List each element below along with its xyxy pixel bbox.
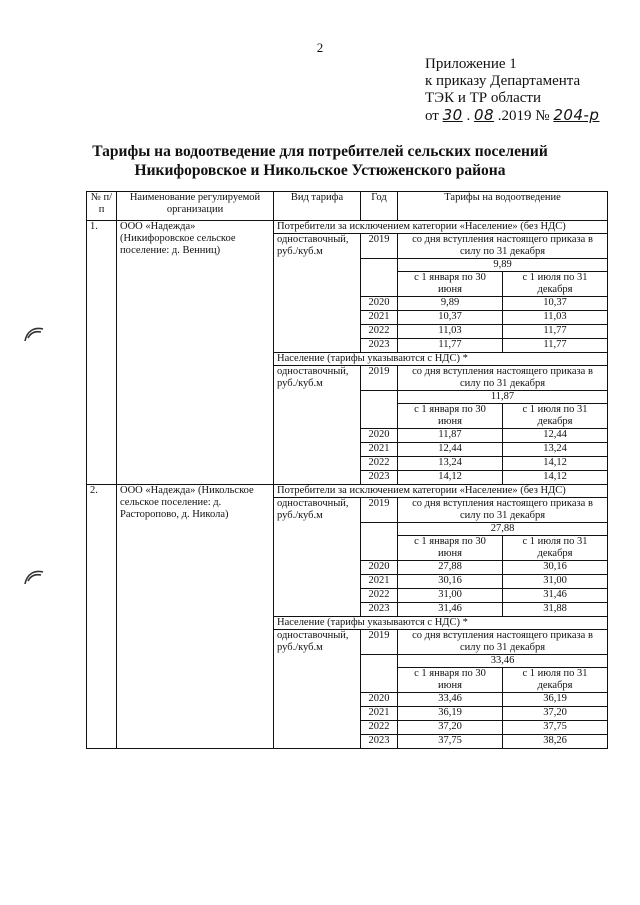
tariff-value-h1: 12,44: [398, 443, 503, 457]
year-cell: 2019: [361, 366, 398, 391]
period-label: со дня вступления настоящего приказа в силу по 31 декабря: [398, 498, 608, 523]
tariff-value-h1: 11,03: [398, 325, 503, 339]
tariff-value-h2: 30,16: [503, 561, 608, 575]
year-cell: 2019: [361, 630, 398, 655]
period-label: со дня вступления настоящего приказа в силу по 31 декабря: [398, 366, 608, 391]
attachment-block: [425, 56, 599, 125]
year-cell: 2021: [361, 443, 398, 457]
date-sep: .: [462, 108, 474, 124]
tariff-kind: одноставочный, руб./куб.м: [274, 234, 361, 353]
year-cell-empty: [361, 655, 398, 693]
tariff-value-h2: 11,77: [503, 325, 608, 339]
tariff-value-h1: 31,46: [398, 603, 503, 617]
category-label: Потребители за исключением категории «Население» (без НДС): [274, 485, 608, 498]
year-cell: 2023: [361, 735, 398, 749]
order-number: 204-р: [553, 106, 600, 124]
organization-name: ООО «Надежда» (Никифоровское сельское поселение: д. Венниц): [117, 221, 274, 485]
row-number: 1.: [87, 221, 117, 485]
category-label: Потребители за исключением категории «Население» (без НДС): [274, 221, 608, 234]
date-month: 08: [473, 106, 495, 124]
tariff-value-h1: 37,75: [398, 735, 503, 749]
period-label-h1: с 1 января по 30 июня: [398, 272, 503, 297]
tariff-kind: одноставочный, руб./куб.м: [274, 366, 361, 485]
title-line-1: Тарифы на водоотведение для потребителей сельских поселений: [92, 143, 548, 160]
tariff-value-h2: 10,37: [503, 297, 608, 311]
header-num: № п/п: [87, 192, 117, 221]
category-row: [87, 221, 608, 234]
year-cell-empty: [361, 523, 398, 561]
tariff-value-h2: 11,77: [503, 339, 608, 353]
year-cell: 2019: [361, 234, 398, 259]
tariff-value-h1: 13,24: [398, 457, 503, 471]
category-label: Население (тарифы указываются с НДС) *: [274, 353, 608, 366]
document-title: [0, 142, 640, 180]
tariff-value-h1: 10,37: [398, 311, 503, 325]
period-label: со дня вступления настоящего приказа в силу по 31 декабря: [398, 234, 608, 259]
tariff-value-h2: 13,24: [503, 443, 608, 457]
tariff-value-h2: 31,88: [503, 603, 608, 617]
year-cell: 2020: [361, 561, 398, 575]
page-number: 2: [316, 40, 324, 55]
tariff-value-h1: 11,87: [398, 429, 503, 443]
hole-punch-mark: [22, 566, 46, 586]
year-cell: 2020: [361, 297, 398, 311]
year-cell: 2022: [361, 457, 398, 471]
hole-punch-mark: [22, 323, 46, 343]
tariff-value-h2: 14,12: [503, 471, 608, 485]
tariff-value-h1: 11,77: [398, 339, 503, 353]
tariff-value-2019: 9,89: [398, 259, 608, 272]
organization-name: ООО «Надежда» (Никольское сельское поселение: д. Расторопово, д. Никола): [117, 485, 274, 749]
period-label-h1: с 1 января по 30 июня: [398, 404, 503, 429]
tariff-value-h2: 37,20: [503, 707, 608, 721]
tariff-value-h1: 33,46: [398, 693, 503, 707]
date-prefix: от: [425, 108, 443, 124]
tariff-kind: одноставочный, руб./куб.м: [274, 498, 361, 617]
period-label-h1: с 1 января по 30 июня: [398, 668, 503, 693]
period-label-h2: с 1 июля по 31 декабря: [503, 404, 608, 429]
attachment-line-3: ТЭК и ТР области: [425, 90, 541, 106]
title-line-2: Никифоровское и Никольское Устюженского района: [134, 162, 506, 179]
tariff-value-h1: 37,20: [398, 721, 503, 735]
tariff-table: [86, 191, 608, 749]
attachment-line-1: Приложение 1: [425, 56, 517, 72]
tariff-value-h2: 31,00: [503, 575, 608, 589]
tariff-value-h1: 14,12: [398, 471, 503, 485]
tariff-value-h2: 38,26: [503, 735, 608, 749]
tariff-value-h2: 37,75: [503, 721, 608, 735]
year-cell: 2022: [361, 325, 398, 339]
tariff-value-h2: 11,03: [503, 311, 608, 325]
year-cell: 2021: [361, 575, 398, 589]
year-cell: 2020: [361, 693, 398, 707]
tariff-value-h2: 31,46: [503, 589, 608, 603]
tariff-value-h1: 36,19: [398, 707, 503, 721]
tariff-value-2019: 11,87: [398, 391, 608, 404]
tariff-kind: одноставочный, руб./куб.м: [274, 630, 361, 749]
period-label-h1: с 1 января по 30 июня: [398, 536, 503, 561]
attachment-date-line: [425, 107, 599, 125]
tariff-value-h1: 30,16: [398, 575, 503, 589]
year-cell: 2019: [361, 498, 398, 523]
period-label: со дня вступления настоящего приказа в силу по 31 декабря: [398, 630, 608, 655]
year-cell: 2023: [361, 603, 398, 617]
year-cell: 2020: [361, 429, 398, 443]
attachment-line-2: к приказу Департамента: [425, 73, 581, 89]
year-cell-empty: [361, 259, 398, 297]
tariff-value-h2: 14,12: [503, 457, 608, 471]
tariff-value-h1: 31,00: [398, 589, 503, 603]
period-label-h2: с 1 июля по 31 декабря: [503, 668, 608, 693]
year-cell: 2023: [361, 339, 398, 353]
tariff-value-h1: 9,89: [398, 297, 503, 311]
tariff-value-2019: 33,46: [398, 655, 608, 668]
year-cell: 2021: [361, 707, 398, 721]
table-header-row: [87, 192, 608, 221]
year-cell-empty: [361, 391, 398, 429]
year-cell: 2021: [361, 311, 398, 325]
category-label: Население (тарифы указываются с НДС) *: [274, 617, 608, 630]
year-cell: 2022: [361, 721, 398, 735]
year-cell: 2023: [361, 471, 398, 485]
header-year: Год: [361, 192, 398, 221]
table-body: [87, 221, 608, 749]
tariff-value-h2: 12,44: [503, 429, 608, 443]
period-label-h2: с 1 июля по 31 декабря: [503, 536, 608, 561]
row-number: 2.: [87, 485, 117, 749]
date-year: .2019 №: [494, 108, 554, 124]
year-cell: 2022: [361, 589, 398, 603]
tariff-value-h1: 27,88: [398, 561, 503, 575]
header-org: Наименование регулируемой организации: [117, 192, 274, 221]
tariff-value-2019: 27,88: [398, 523, 608, 536]
category-row: [87, 485, 608, 498]
period-label-h2: с 1 июля по 31 декабря: [503, 272, 608, 297]
header-kind: Вид тарифа: [274, 192, 361, 221]
header-tariffs: Тарифы на водоотведение: [398, 192, 608, 221]
date-day: 30: [442, 106, 463, 124]
tariff-value-h2: 36,19: [503, 693, 608, 707]
